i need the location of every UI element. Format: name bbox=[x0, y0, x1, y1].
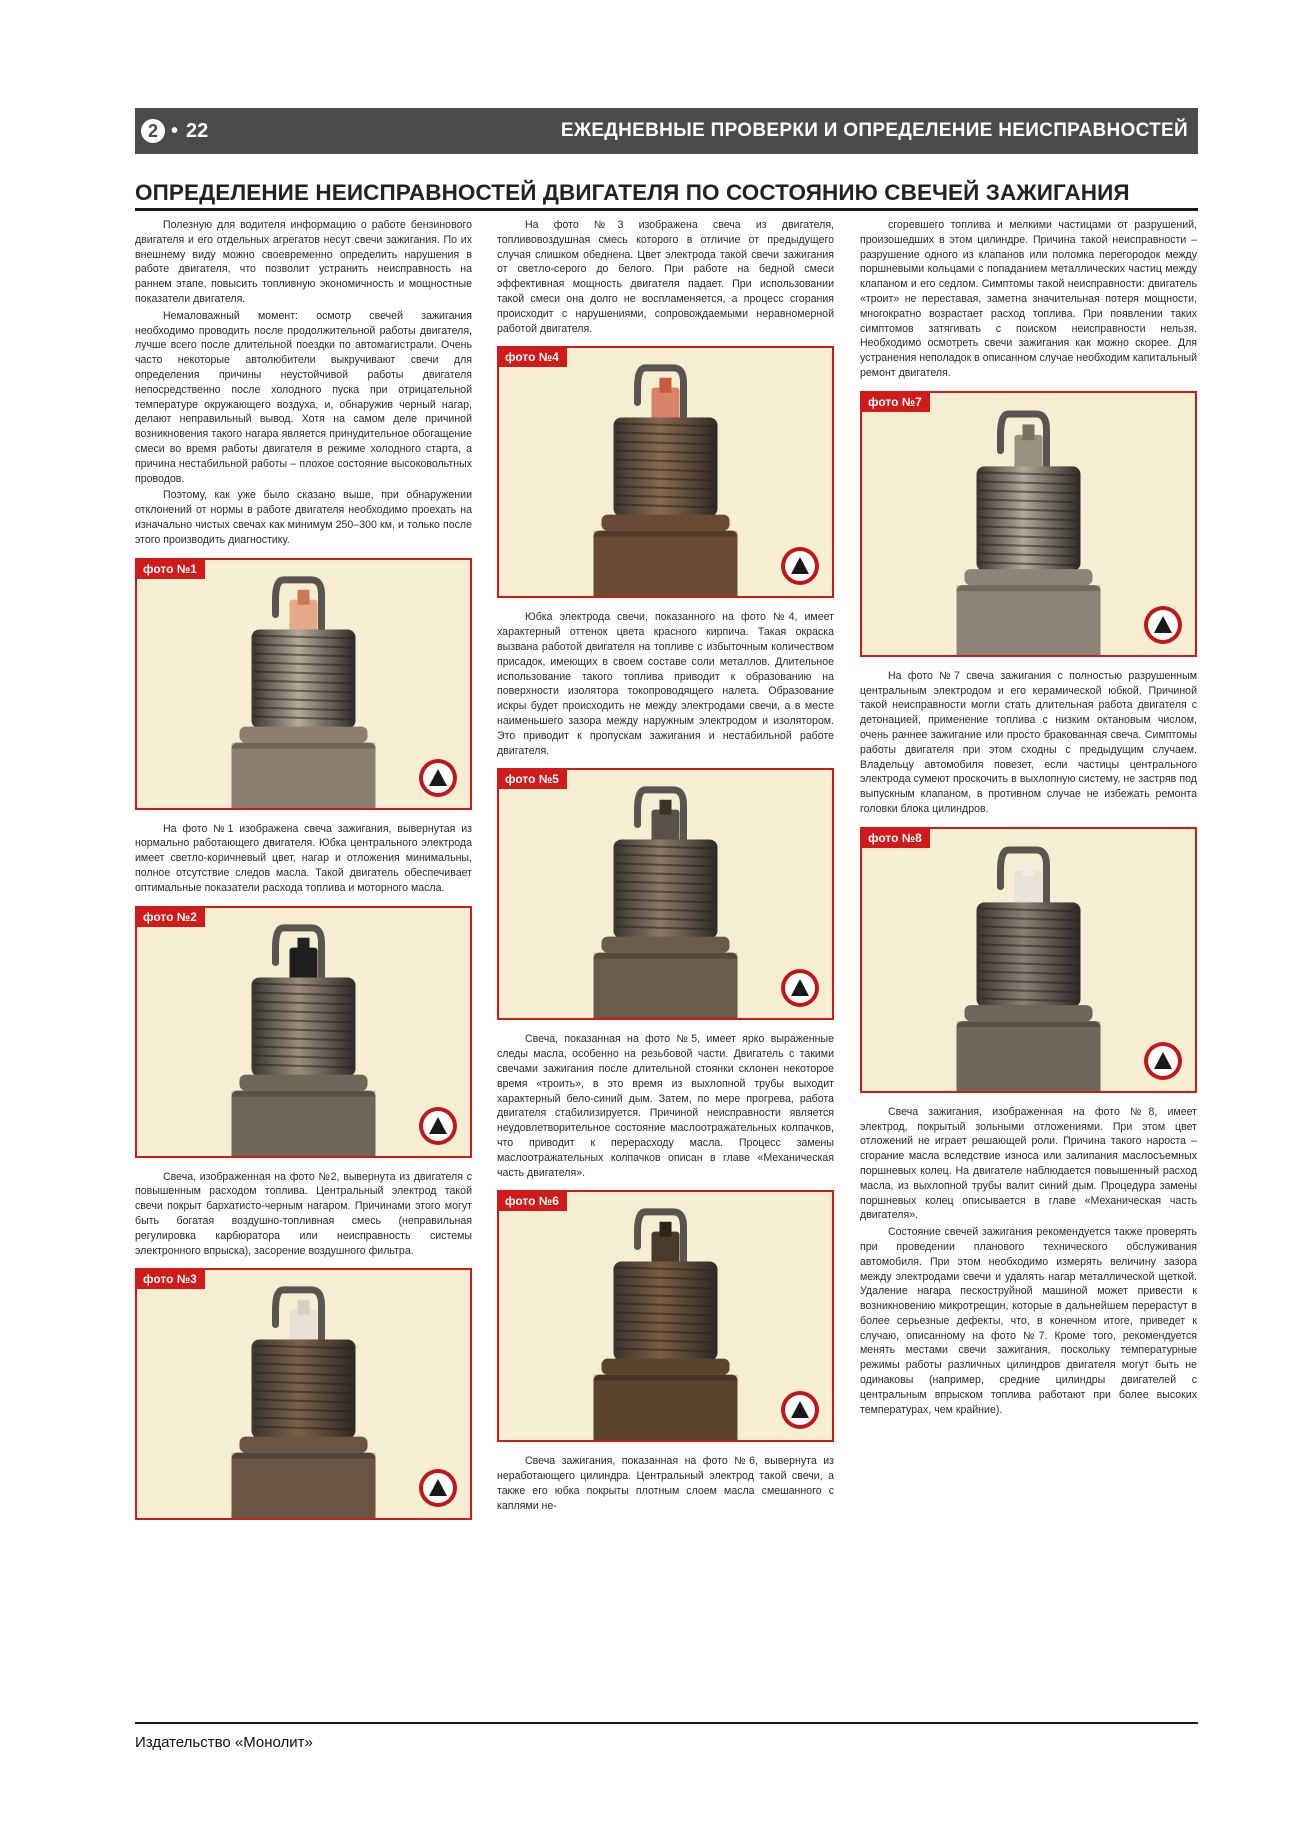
photo-2 bbox=[135, 906, 472, 1158]
column-1 bbox=[135, 218, 472, 1532]
page-number-block bbox=[135, 108, 208, 154]
spark-plug-image bbox=[499, 770, 832, 1018]
column-2 bbox=[497, 218, 834, 1516]
paragraph: сгоревшего топлива и мелкими частицами от разрушений, произошедших в этом цилиндре. Причина такой неисправности – разрушение одного из клапанов или поломка перегородок между поршневыми кольцами с попаданием металлических частиц между клапаном и его седлом. Симптомы такой неисправности: двигатель «троит» не переставая, заметна значительная потеря мощности, многократно возрастает расход топлива. При появлении таких симптомов затягивать с поиском неисправности нельзя. Необходимо осмотреть свечи зажигания как можно скорее. Для устранения неполадок в описанном случае необходим капитальный ремонт двигателя. bbox=[860, 219, 1197, 379]
chapter-title: ЕЖЕДНЕВНЫЕ ПРОВЕРКИ И ОПРЕДЕЛЕНИЕ НЕИСПРАВНОСТЕЙ bbox=[560, 120, 1188, 141]
photo-label: фото №7 bbox=[862, 393, 930, 412]
spark-plug-image bbox=[137, 1270, 470, 1518]
spark-plug-image bbox=[862, 393, 1195, 655]
photo-label: фото №8 bbox=[862, 829, 930, 848]
paragraph: На фото №7 свеча зажигания с полностью разрушенным центральным электродом и его керамической юбкой. Причиной такой неисправности могли стать длительная работа двигателя с детонацией, применение топлива с низким октановым числом, очень раннее зажигание или просто бракованная свеча. Симптомы работы двигателя при этом сходны с предыдущим случаем. Владельцу автомобиля повезет, если частицы центрального электрода сумеют проскочить в выхлопную систему, не застряв под выпускным клапаном, в противном случае не избежать ремонта головки блока цилиндров. bbox=[860, 669, 1197, 815]
paragraph: На фото №3 изображена свеча из двигателя, топливовоздушная смесь которого в отличие от предыдущего случая слишком обеднена. Цвет электрода такой свечи зажигания от светло-серого до белого. При работе на бедной смеси эффективная мощность двигателя падает. При использовании такой смеси она долго не воспламеняется, а процесс сгорания происходит с нарушениями, сопровождаемыми неравномерной работой двигателя. bbox=[497, 219, 834, 335]
paragraph: Полезную для водителя информацию о работе бензинового двигателя и его отдельных агрегатов несут свечи зажигания. По их внешнему виду можно своевременно определить нарушения в работе двигателя, что позволит устранить неисправность на раннем этапе, повысить топливную экономичность и мощностные показатели двигателя. bbox=[135, 219, 472, 305]
footer-divider bbox=[135, 1722, 1198, 1724]
page-header bbox=[135, 108, 1198, 154]
photo-7 bbox=[860, 391, 1197, 657]
publisher-footer: Издательство «Монолит» bbox=[135, 1734, 313, 1751]
article-title: ОПРЕДЕЛЕНИЕ НЕИСПРАВНОСТЕЙ ДВИГАТЕЛЯ ПО СОСТОЯНИЮ СВЕЧЕЙ ЗАЖИГАНИЯ bbox=[135, 180, 1130, 205]
photo-6 bbox=[497, 1190, 834, 1442]
photo-8 bbox=[860, 827, 1197, 1093]
photo-4 bbox=[497, 346, 834, 598]
paragraph: На фото №1 изображена свеча зажигания, вывернутая из нормально работающего двигателя. Юбка центрального электрода имеет светло-коричневый цвет, нагар и отложения минимальны, полное отсутствие следов масла. Такой двигатель обеспечивает оптимальные показатели расхода топлива и моторного масла. bbox=[135, 822, 472, 894]
paragraph: Свеча, показанная на фото №5, имеет ярко выраженные следы масла, особенно на резьбовой части. Двигатель с такими свечами зажигания после длительной стоянки склонен некоторое время «троить», в это время из выхлопной трубы выходит характерный бело-синий дым. Затем, по мере прогрева, работа двигателя стабилизируется. Причиной неисправности является неудовлетворительное состояние маслоотражательных колпачков, что приводит к перерасходу масла. Процесс замены маслоотражательных колпачков описан в главе «Механическая часть двигателя». bbox=[497, 1033, 834, 1179]
spark-plug-image bbox=[137, 560, 470, 808]
column-3 bbox=[860, 218, 1197, 1419]
title-divider bbox=[135, 208, 1198, 211]
spark-plug-image bbox=[499, 348, 832, 596]
paragraph: Юбка электрода свечи, показанного на фото №4, имеет характерный оттенок цвета красного кирпича. Такая окраска вызвана работой двигателя на топливе с избыточным количеством присадок, имеющих в своем составе соли металлов. Длительное использование такого топлива приводит к образованию на поверхности изолятора токопроводящего налета. Образование искры будет происходить не между электродами свечи, а в месте наименьшего зазора между наружным электродом и изолятором. Это приводит к пропускам зажигания и нестабильной работе двигателя. bbox=[497, 611, 834, 757]
photo-label: фото №6 bbox=[499, 1192, 567, 1211]
section-number: 2 bbox=[141, 119, 165, 143]
paragraph: Поэтому, как уже было сказано выше, при обнаружении отклонений от нормы в работе двигателя необходимо проехать на изначально чистых свечах как минимум 250–300 км, и только после этого производить диагностику. bbox=[135, 489, 472, 546]
spark-plug-image bbox=[499, 1192, 832, 1440]
paragraph: Свеча, изображенная на фото №2, вывернута из двигателя с повышенным расходом топлива. Центральный электрод такой свечи покрыт бархатисто-черным нагаром. Причинами этого могут быть богатая воздушно-топливная смесь (неправильная регулировка карбюратора или неисправность системы электронного впрыска), засорение воздушного фильтра. bbox=[135, 1170, 472, 1257]
paragraph: Свеча зажигания, показанная на фото №6, вывернута из неработающего цилиндра. Центральный электрод такой свечи, а также его юбка покрыты плотным слоем масла смешанного с каплями не- bbox=[497, 1455, 834, 1512]
paragraph: Свеча зажигания, изображенная на фото №8, имеет электрод, покрытый зольными отложениями. При этом цвет отложений не играет решающей роли. Причина такого нароста – сгорание масла вследствие износа или залипания маслосъемных поршневых колец. На двигателе наблюдается повышенный расход масла, из выхлопной трубы валит синий дым. Процедура замены поршневых колец описывается в главе «Механическая часть двигателя». bbox=[860, 1105, 1197, 1222]
spark-plug-image bbox=[862, 829, 1195, 1091]
photo-1 bbox=[135, 558, 472, 810]
spark-plug-image bbox=[137, 908, 470, 1156]
photo-label: фото №2 bbox=[137, 908, 205, 927]
page-number: 22 bbox=[186, 119, 209, 142]
photo-label: фото №5 bbox=[499, 770, 567, 789]
photo-3 bbox=[135, 1268, 472, 1520]
photo-label: фото №3 bbox=[137, 1270, 205, 1289]
photo-label: фото №4 bbox=[499, 348, 567, 367]
photo-label: фото №1 bbox=[137, 560, 205, 579]
paragraph: Немаловажный момент: осмотр свечей зажигания необходимо проводить после продолжительной работы двигателя, лучше всего после длительной поездки по автомагистрали. Очень часто некоторые автолюбители выкручивают свечи для определения причины неустойчивой работы двигателя непосредственно после холодного пуска при отрицательной температуре окружающего воздуха, и, обнаружив черный нагар, делают неправильный вывод. Хотя на самом деле причиной возникновения такого нагара является принудительное обогащение смеси во время работы двигателя в режиме холодного старта, а причина нестабильной работы – плохое состояние высоковольтных проводов. bbox=[135, 309, 472, 485]
photo-5 bbox=[497, 768, 834, 1020]
paragraph: Состояние свечей зажигания рекомендуется также проверять при проведении планового технического обслуживания автомобиля. При этом необходимо измерять величину зазора между электродами свечи и удалять нагар металлической щеткой. Удаление нагара пескоструйной машиной может привести к возникновению микротрещин, которые в дальнейшем перерастут в более серьезные дефекты, что, в конечном итоге, приведет к случаю, описанному на фото №7. Кроме того, рекомендуется менять местами свечи зажигания, поскольку температурные режимы работы различных цилиндров двигателя могут быть не одинаковы (например, средние цилиндры двигателей с центральным впрыском топлива работают при более высоких температурах, чем крайние). bbox=[860, 1226, 1197, 1416]
header-bullet: • bbox=[171, 119, 179, 142]
